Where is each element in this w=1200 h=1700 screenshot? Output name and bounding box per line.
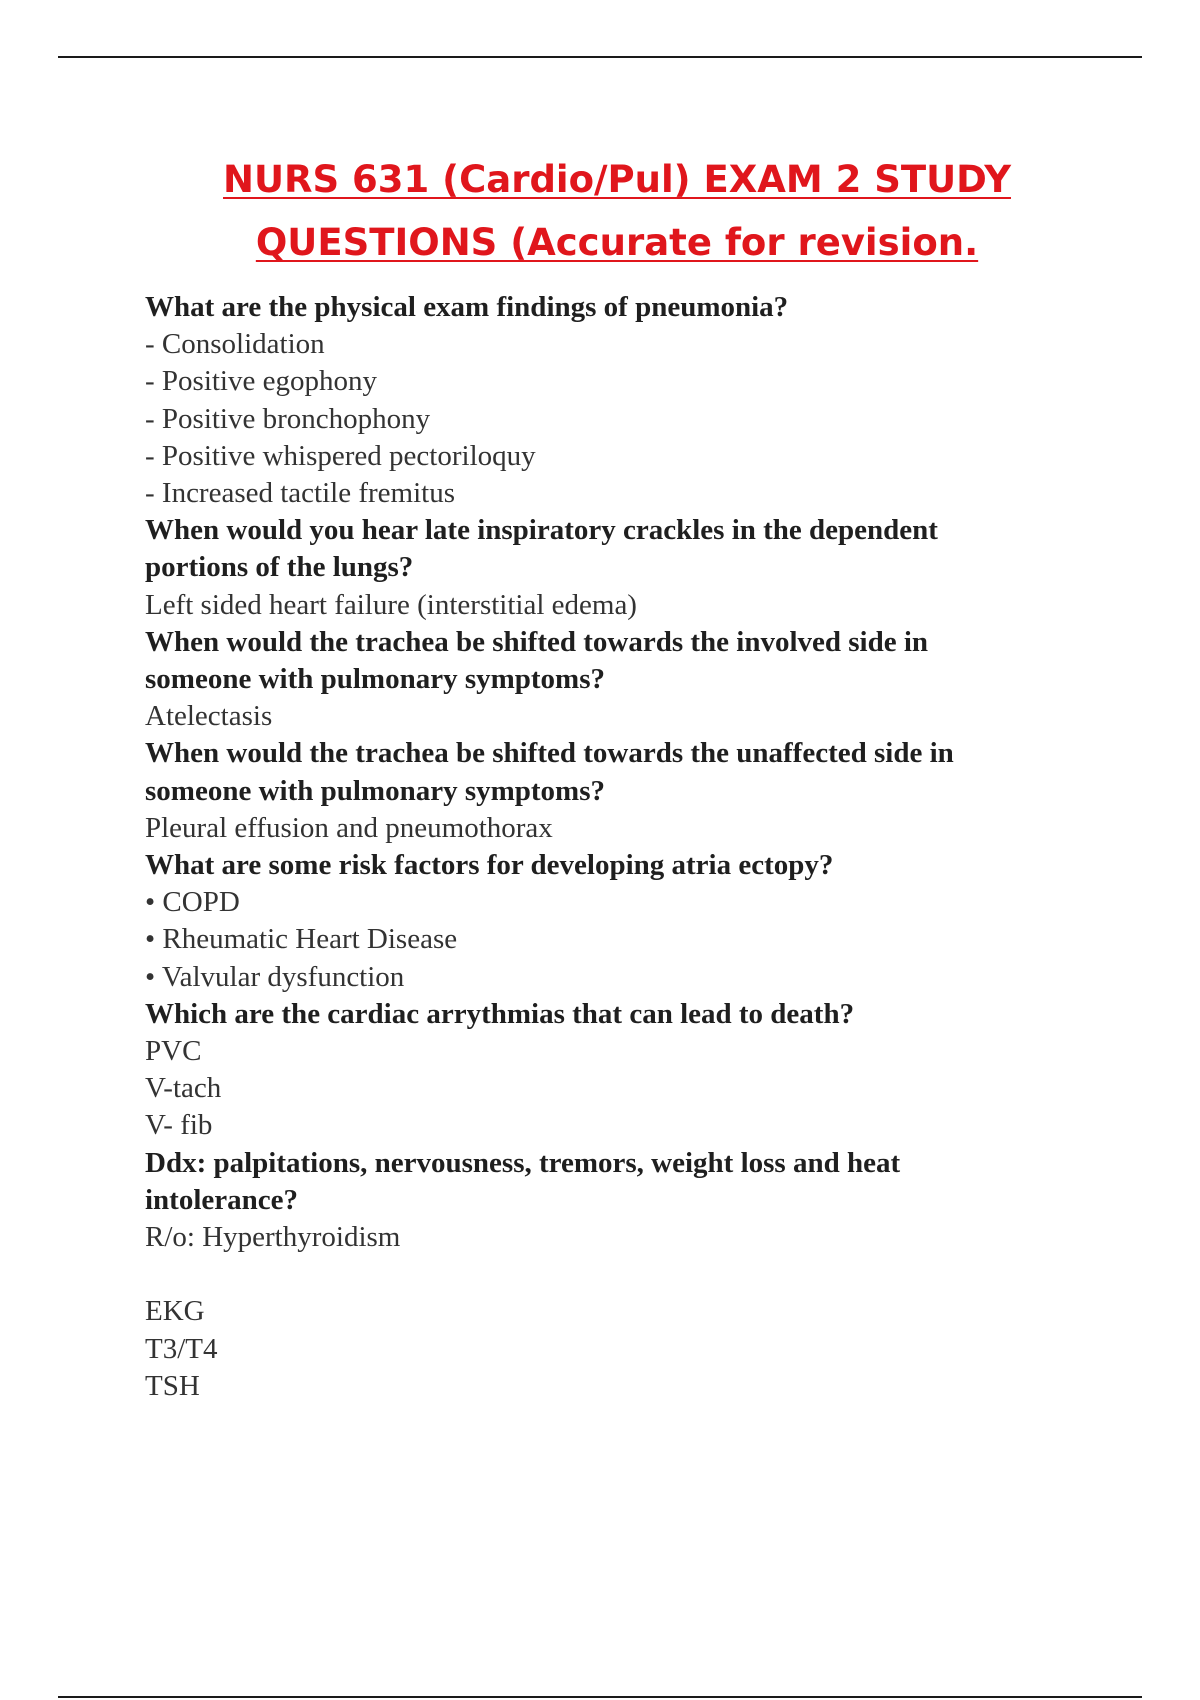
- answer-line: PVC: [145, 1035, 202, 1068]
- answer-line: Atelectasis: [145, 700, 273, 733]
- question-ddx: Ddx: palpitations, nervousness, tremors, weight loss and heat: [145, 1146, 901, 1179]
- question-crackles: When would you hear late inspiratory crackles in the dependent: [145, 514, 938, 547]
- question-crackles-cont: portions of the lungs?: [145, 551, 414, 584]
- answer-line: - Positive bronchophony: [145, 402, 431, 435]
- answer-line: - Positive whispered pectoriloquy: [145, 439, 536, 472]
- bottom-rule: [58, 1696, 1142, 1698]
- answer-line: EKG: [145, 1295, 205, 1328]
- study-questions: [145, 289, 1075, 1405]
- answer-line: Pleural effusion and pneumothorax: [145, 811, 553, 844]
- answer-line: TSH: [145, 1369, 200, 1402]
- answer-line: - Increased tactile fremitus: [145, 477, 455, 510]
- answer-line: • COPD: [145, 886, 240, 919]
- answer-line: - Consolidation: [145, 328, 325, 361]
- answer-line: R/o: Hyperthyroidism: [145, 1221, 401, 1254]
- answer-line: • Valvular dysfunction: [145, 960, 405, 993]
- answer-line: V- fib: [145, 1109, 213, 1142]
- top-rule: [58, 56, 1142, 58]
- title-line-1: NURS 631 (Cardio/Pul) EXAM 2 STUDY: [223, 158, 1011, 201]
- question-arrythmias: Which are the cardiac arrythmias that can lead to death?: [145, 997, 855, 1030]
- answer-line: - Positive egophony: [145, 365, 377, 398]
- answer-line: V-tach: [145, 1072, 222, 1105]
- question-trachea-involved: When would the trachea be shifted towards the involved side in: [145, 625, 929, 658]
- blank-line: [145, 1256, 1075, 1293]
- question-trachea-involved-cont: someone with pulmonary symptoms?: [145, 663, 605, 696]
- title-line-2: QUESTIONS (Accurate for revision.: [255, 221, 979, 264]
- question-pneumonia: What are the physical exam findings of pneumonia?: [145, 291, 789, 323]
- question-trachea-unaffected: When would the trachea be shifted towards the unaffected side in: [145, 737, 954, 770]
- answer-line: Left sided heart failure (interstitial edema): [145, 588, 637, 621]
- question-atria-ectopy: What are some risk factors for developing atria ectopy?: [145, 849, 834, 882]
- question-trachea-unaffected-cont: someone with pulmonary symptoms?: [145, 774, 605, 807]
- answer-line: • Rheumatic Heart Disease: [145, 923, 458, 956]
- question-ddx-cont: intolerance?: [145, 1183, 299, 1216]
- document-title: [0, 148, 1200, 274]
- answer-line: T3/T4: [145, 1332, 218, 1365]
